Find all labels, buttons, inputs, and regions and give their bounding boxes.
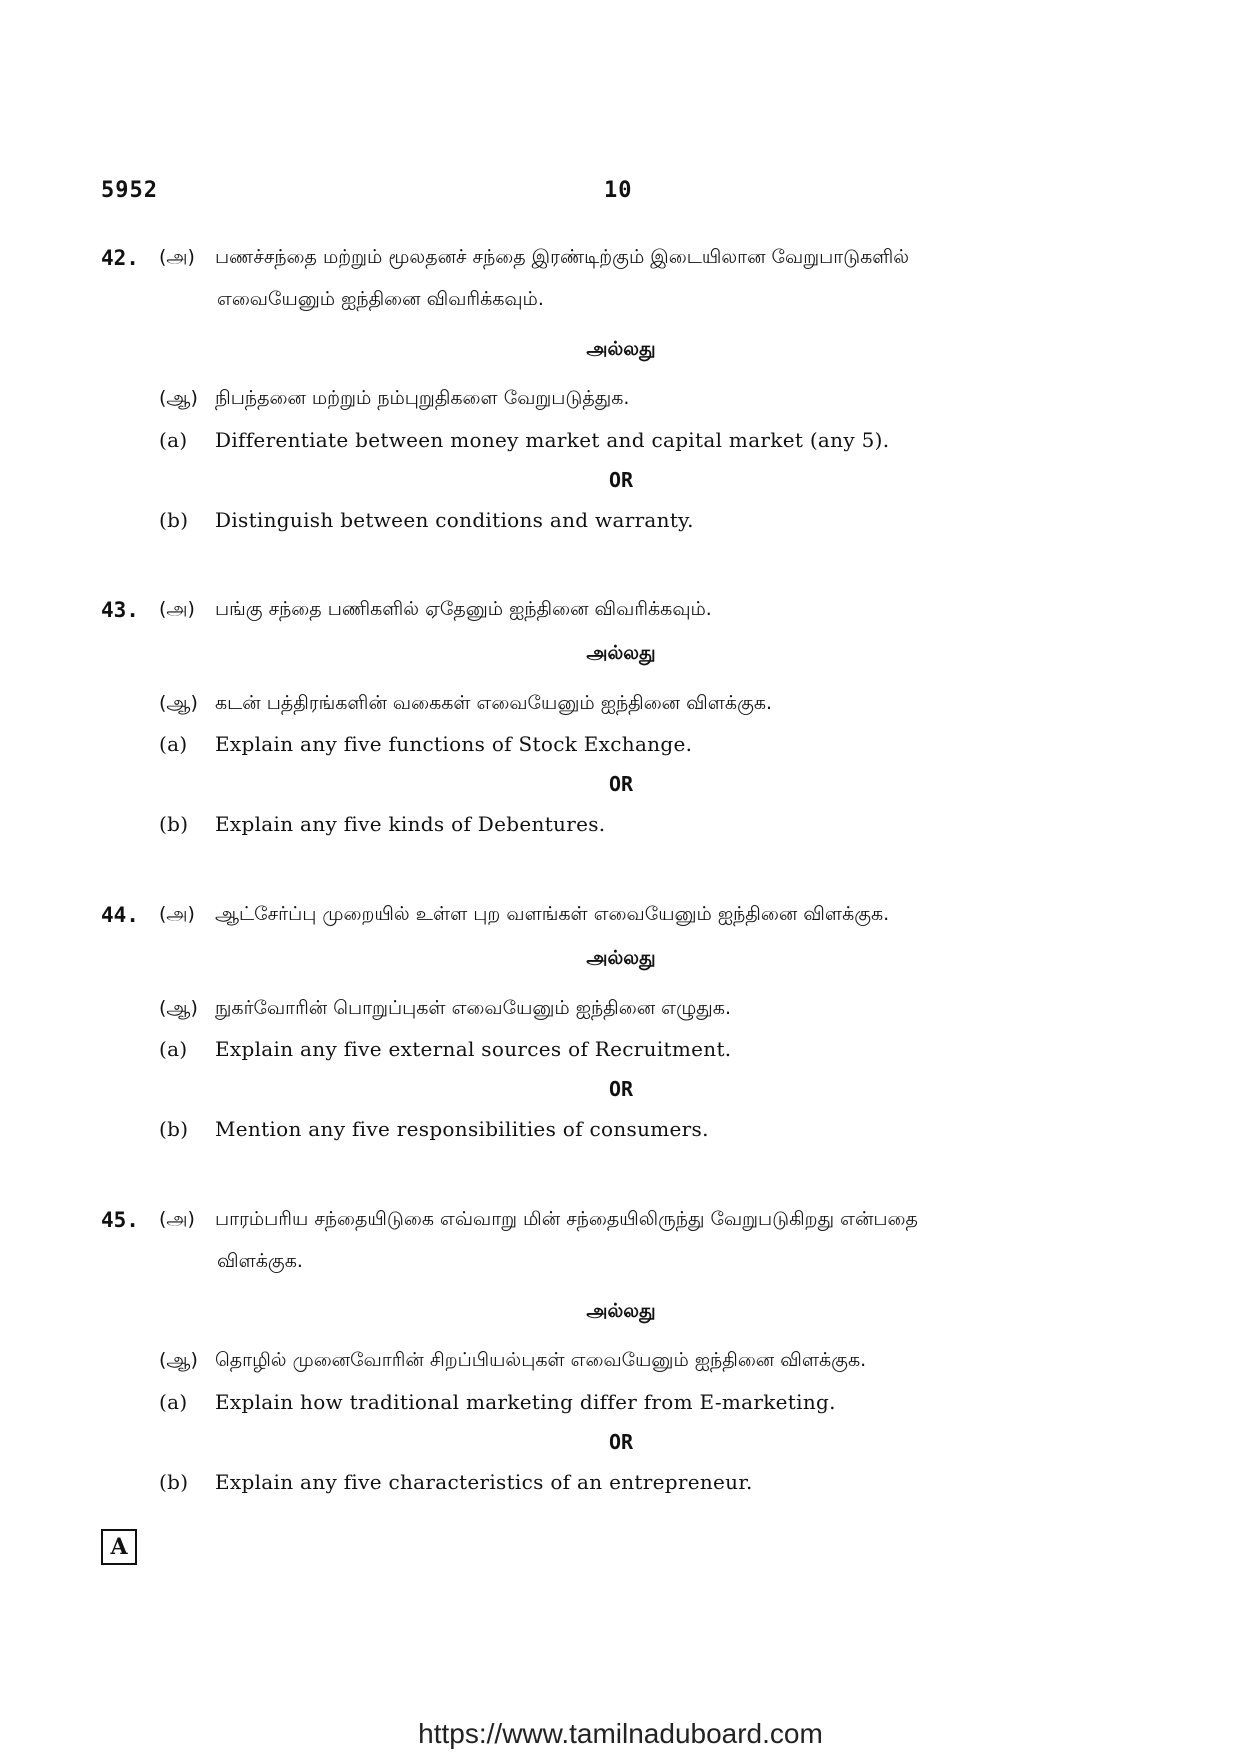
option-label: (ஆ): [159, 692, 198, 714]
option-text: பங்கு சந்தை பணிகளில் ஏதேனும் ஐந்தினை விவரிக்கவும்.: [215, 598, 712, 620]
option-text: Explain any five kinds of Debentures.: [215, 812, 606, 836]
option-text: ஆட்சேர்ப்பு முறையில் உள்ள புற வளங்கள் எவையேனும் ஐந்தினை விளக்குக.: [215, 903, 890, 925]
tamil-option-b: [159, 689, 772, 717]
english-option-b: [159, 810, 605, 838]
tamil-option-a: [159, 243, 909, 271]
option-label: (a): [159, 1390, 188, 1414]
tamil-option-b: [159, 994, 731, 1022]
tamil-or-separator: அல்லது: [586, 1300, 656, 1322]
question-number: 42.: [101, 246, 139, 270]
option-label: (a): [159, 428, 188, 452]
english-option-a: [159, 426, 889, 454]
english-option-b: [159, 1468, 753, 1496]
page-number: 10: [604, 178, 633, 203]
option-label: (அ): [159, 1208, 195, 1230]
option-text: பணச்சந்தை மற்றும் மூலதனச் சந்தை இரண்டிற்கும் இடையிலான வேறுபாடுகளில்: [215, 246, 910, 268]
option-text: Explain any five functions of Stock Exchange.: [215, 732, 693, 756]
tamil-option-b: [159, 1346, 866, 1374]
option-label: (b): [159, 1470, 189, 1494]
option-label: (b): [159, 508, 189, 532]
question-number: 45.: [101, 1208, 139, 1232]
question-number: 44.: [101, 903, 139, 927]
tamil-option-a-continued: விளக்குக.: [217, 1250, 303, 1272]
option-label: (a): [159, 1037, 188, 1061]
tamil-option-a: [159, 900, 889, 928]
option-label: (அ): [159, 598, 195, 620]
option-text: கடன் பத்திரங்களின் வகைகள் எவையேனும் ஐந்தினை விளக்குக.: [215, 692, 773, 714]
english-option-a: [159, 1035, 731, 1063]
option-label: (ஆ): [159, 1349, 198, 1371]
option-text: பாரம்பரிய சந்தையிடுகை எவ்வாறு மின் சந்தையிலிருந்து வேறுபடுகிறது என்பதை: [215, 1208, 918, 1230]
option-text: நுகர்வோரின் பொறுப்புகள் எவையேனும் ஐந்தினை எழுதுக.: [215, 997, 731, 1019]
tamil-option-a: [159, 1205, 918, 1233]
option-label: (a): [159, 732, 188, 756]
tamil-or-separator: அல்லது: [586, 642, 656, 664]
english-option-a: [159, 730, 692, 758]
english-or-separator: OR: [608, 1077, 634, 1101]
option-text: தொழில் முனைவோரின் சிறப்பியல்புகள் எவையேனும் ஐந்தினை விளக்குக.: [215, 1349, 867, 1371]
english-or-separator: OR: [608, 1430, 634, 1454]
tamil-or-separator: அல்லது: [586, 338, 656, 360]
english-option-a: [159, 1388, 836, 1416]
option-text: Explain how traditional marketing differ from E-marketing.: [215, 1390, 836, 1414]
option-label: (ஆ): [159, 387, 198, 409]
option-text: Explain any five characteristics of an entrepreneur.: [215, 1470, 753, 1494]
option-text: Differentiate between money market and capital market (any 5).: [215, 428, 890, 452]
english-or-separator: OR: [608, 468, 634, 492]
paper-code: 5952: [101, 178, 158, 203]
option-label: (b): [159, 812, 189, 836]
english-or-separator: OR: [608, 772, 634, 796]
english-option-b: [159, 1115, 709, 1143]
option-text: Explain any five external sources of Recruitment.: [215, 1037, 732, 1061]
tamil-option-b: [159, 384, 629, 412]
option-label: (b): [159, 1117, 189, 1141]
option-label: (ஆ): [159, 997, 198, 1019]
english-option-b: [159, 506, 694, 534]
option-text: நிபந்தனை மற்றும் நம்புறுதிகளை வேறுபடுத்துக.: [215, 387, 630, 409]
option-text: Mention any five responsibilities of consumers.: [215, 1117, 709, 1141]
option-text: Distinguish between conditions and warranty.: [215, 508, 694, 532]
tamil-or-separator: அல்லது: [586, 947, 656, 969]
tamil-option-a-continued: எவையேனும் ஐந்தினை விவரிக்கவும்.: [217, 288, 544, 310]
tamil-option-a: [159, 595, 712, 623]
version-mark: A: [101, 1529, 137, 1565]
option-label: (அ): [159, 246, 195, 268]
question-number: 43.: [101, 598, 139, 622]
footer-url[interactable]: https://www.tamilnaduboard.com: [418, 1718, 823, 1749]
option-label: (அ): [159, 903, 195, 925]
